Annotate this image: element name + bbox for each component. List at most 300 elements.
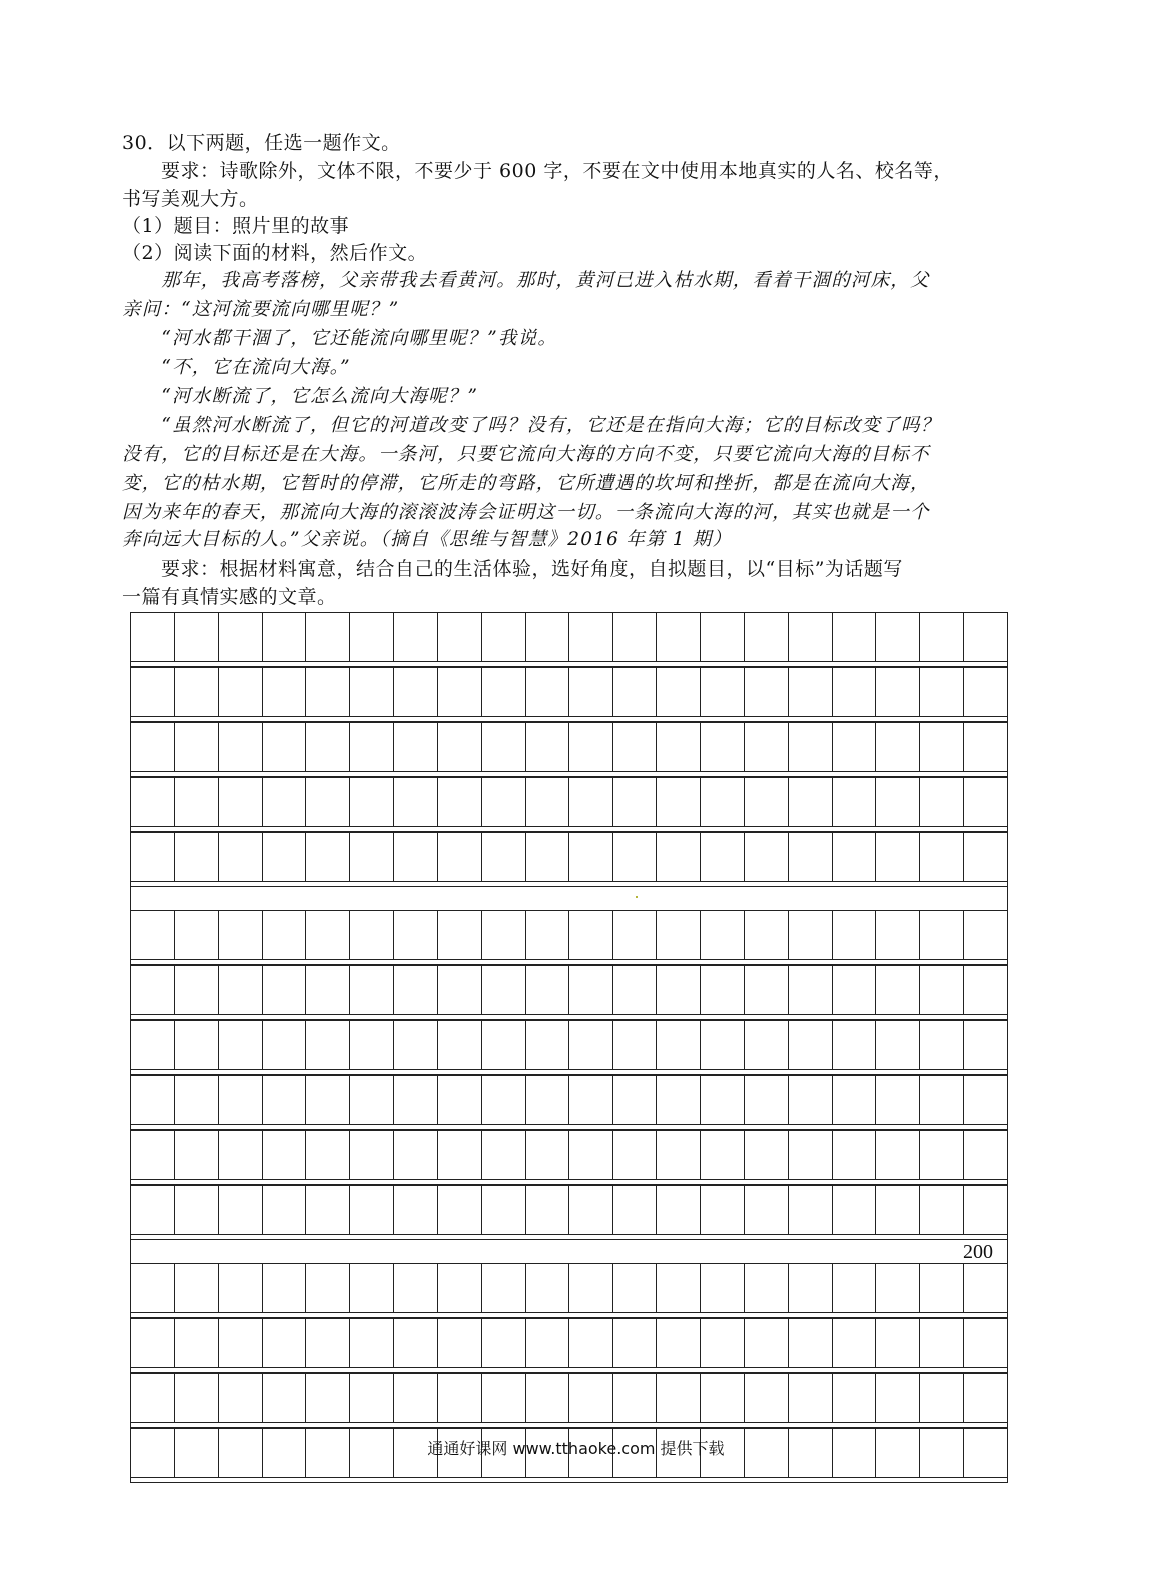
grid-cell[interactable] bbox=[701, 1020, 745, 1070]
grid-cell[interactable] bbox=[701, 1185, 745, 1235]
grid-cell[interactable] bbox=[263, 667, 307, 717]
grid-cell[interactable] bbox=[833, 1318, 877, 1368]
grid-cell[interactable] bbox=[394, 832, 438, 882]
grid-cell[interactable] bbox=[219, 1075, 263, 1125]
grid-cell[interactable] bbox=[920, 910, 964, 960]
grid-cell[interactable] bbox=[964, 667, 1007, 717]
grid-cell[interactable] bbox=[920, 612, 964, 662]
grid-cell[interactable] bbox=[613, 965, 657, 1015]
grid-cell[interactable] bbox=[833, 1020, 877, 1070]
grid-cell[interactable] bbox=[306, 612, 350, 662]
grid-cell[interactable] bbox=[876, 1185, 920, 1235]
grid-cell[interactable] bbox=[482, 1075, 526, 1125]
grid-cell[interactable] bbox=[175, 965, 219, 1015]
grid-cell[interactable] bbox=[219, 910, 263, 960]
grid-cell[interactable] bbox=[131, 1263, 175, 1313]
grid-cell[interactable] bbox=[701, 1263, 745, 1313]
grid-cell[interactable] bbox=[394, 667, 438, 717]
grid-cell[interactable] bbox=[745, 1075, 789, 1125]
grid-cell[interactable] bbox=[876, 722, 920, 772]
grid-cell[interactable] bbox=[131, 777, 175, 827]
grid-cell[interactable] bbox=[219, 612, 263, 662]
grid-cell[interactable] bbox=[175, 832, 219, 882]
grid-cell[interactable] bbox=[920, 965, 964, 1015]
grid-cell[interactable] bbox=[482, 1318, 526, 1368]
grid-cell[interactable] bbox=[833, 965, 877, 1015]
grid-row bbox=[130, 1373, 1008, 1423]
grid-row bbox=[130, 965, 1008, 1015]
grid-cell[interactable] bbox=[438, 1318, 482, 1368]
grid-cell[interactable] bbox=[920, 777, 964, 827]
grid-cell[interactable] bbox=[657, 1263, 701, 1313]
grid-cell[interactable] bbox=[613, 667, 657, 717]
grid-cell[interactable] bbox=[350, 965, 394, 1015]
grid-cell[interactable] bbox=[789, 1263, 833, 1313]
grid-cell[interactable] bbox=[438, 1130, 482, 1180]
grid-cell[interactable] bbox=[438, 777, 482, 827]
grid-cell[interactable] bbox=[657, 1020, 701, 1070]
grid-cell[interactable] bbox=[219, 1020, 263, 1070]
grid-cell[interactable] bbox=[876, 965, 920, 1015]
option-1: （1）题目：照片里的故事 bbox=[122, 215, 350, 237]
grid-cell[interactable] bbox=[219, 1185, 263, 1235]
grid-cell[interactable] bbox=[263, 1075, 307, 1125]
task-line-1: 要求：根据材料寓意，结合自己的生活体验，选好角度，自拟题目，以“目标”为话题写 bbox=[122, 558, 903, 580]
grid-cell[interactable] bbox=[745, 1318, 789, 1368]
grid-cell[interactable] bbox=[657, 1373, 701, 1423]
grid-cell[interactable] bbox=[745, 722, 789, 772]
grid-cell[interactable] bbox=[482, 667, 526, 717]
grid-cell[interactable] bbox=[219, 777, 263, 827]
grid-cell[interactable] bbox=[789, 612, 833, 662]
material-line: 亲问：“这河流要流向哪里呢？” bbox=[122, 299, 400, 320]
grid-row bbox=[130, 1263, 1008, 1313]
grid-cell[interactable] bbox=[876, 1130, 920, 1180]
grid-cell[interactable] bbox=[350, 910, 394, 960]
grid-cell[interactable] bbox=[920, 1185, 964, 1235]
grid-cell[interactable] bbox=[482, 1130, 526, 1180]
grid-cell[interactable] bbox=[569, 1185, 613, 1235]
grid-cell[interactable] bbox=[657, 1185, 701, 1235]
grid-cell[interactable] bbox=[526, 777, 570, 827]
grid-cell[interactable] bbox=[263, 777, 307, 827]
grid-cell[interactable] bbox=[657, 1130, 701, 1180]
grid-row bbox=[130, 1075, 1008, 1125]
grid-cell[interactable] bbox=[833, 722, 877, 772]
grid-cell[interactable] bbox=[876, 612, 920, 662]
grid-cell[interactable] bbox=[131, 667, 175, 717]
grid-cell[interactable] bbox=[438, 910, 482, 960]
grid-cell[interactable] bbox=[175, 612, 219, 662]
grid-cell[interactable] bbox=[569, 910, 613, 960]
grid-cell[interactable] bbox=[482, 965, 526, 1015]
grid-cell[interactable] bbox=[438, 1020, 482, 1070]
grid-cell[interactable] bbox=[833, 1263, 877, 1313]
grid-cell[interactable] bbox=[526, 1130, 570, 1180]
grid-cell[interactable] bbox=[789, 1373, 833, 1423]
grid-cell[interactable] bbox=[438, 965, 482, 1015]
grid-cell[interactable] bbox=[350, 1373, 394, 1423]
grid-cell[interactable] bbox=[876, 1263, 920, 1313]
grid-cell[interactable] bbox=[964, 612, 1007, 662]
grid-cell[interactable] bbox=[701, 777, 745, 827]
grid-cell[interactable] bbox=[131, 1185, 175, 1235]
grid-cell[interactable] bbox=[920, 1373, 964, 1423]
grid-cell[interactable] bbox=[526, 1263, 570, 1313]
grid-cell[interactable] bbox=[833, 777, 877, 827]
grid-cell[interactable] bbox=[131, 910, 175, 960]
grid-cell[interactable] bbox=[350, 612, 394, 662]
grid-cell[interactable] bbox=[263, 965, 307, 1015]
grid-cell[interactable] bbox=[350, 832, 394, 882]
grid-cell[interactable] bbox=[789, 1318, 833, 1368]
grid-cell[interactable] bbox=[613, 1075, 657, 1125]
grid-cell[interactable] bbox=[350, 1075, 394, 1125]
grid-cell[interactable] bbox=[131, 1373, 175, 1423]
grid-cell[interactable] bbox=[833, 1185, 877, 1235]
grid-cell[interactable] bbox=[701, 965, 745, 1015]
grid-cell[interactable] bbox=[964, 1318, 1007, 1368]
grid-cell[interactable] bbox=[175, 667, 219, 717]
grid-cell[interactable] bbox=[920, 832, 964, 882]
grid-cell[interactable] bbox=[482, 1020, 526, 1070]
grid-cell[interactable] bbox=[306, 667, 350, 717]
grid-cell[interactable] bbox=[131, 1318, 175, 1368]
grid-cell[interactable] bbox=[526, 910, 570, 960]
grid-cell[interactable] bbox=[263, 1263, 307, 1313]
grid-cell[interactable] bbox=[657, 910, 701, 960]
grid-cell[interactable] bbox=[175, 1185, 219, 1235]
grid-cell[interactable] bbox=[482, 777, 526, 827]
grid-cell[interactable] bbox=[920, 667, 964, 717]
grid-cell[interactable] bbox=[394, 1318, 438, 1368]
grid-cell[interactable] bbox=[789, 1130, 833, 1180]
grid-cell[interactable] bbox=[350, 1263, 394, 1313]
grid-cell[interactable] bbox=[306, 722, 350, 772]
grid-cell[interactable] bbox=[482, 722, 526, 772]
grid-cell[interactable] bbox=[482, 1373, 526, 1423]
grid-cell[interactable] bbox=[569, 1373, 613, 1423]
grid-cell[interactable] bbox=[306, 1020, 350, 1070]
grid-cell[interactable] bbox=[701, 612, 745, 662]
grid-cell[interactable] bbox=[569, 667, 613, 717]
grid-cell[interactable] bbox=[526, 612, 570, 662]
grid-cell[interactable] bbox=[482, 1185, 526, 1235]
grid-cell[interactable] bbox=[438, 1263, 482, 1313]
grid-cell[interactable] bbox=[482, 1263, 526, 1313]
grid-cell[interactable] bbox=[876, 910, 920, 960]
grid-cell[interactable] bbox=[263, 722, 307, 772]
grid-cell[interactable] bbox=[833, 1130, 877, 1180]
grid-cell[interactable] bbox=[394, 722, 438, 772]
grid-cell[interactable] bbox=[876, 1075, 920, 1125]
grid-cell[interactable] bbox=[569, 1130, 613, 1180]
grid-cell[interactable] bbox=[657, 722, 701, 772]
grid-cell[interactable] bbox=[613, 1373, 657, 1423]
grid-cell[interactable] bbox=[789, 1020, 833, 1070]
grid-cell[interactable] bbox=[175, 777, 219, 827]
grid-cell[interactable] bbox=[613, 832, 657, 882]
grid-cell[interactable] bbox=[482, 910, 526, 960]
grid-cell[interactable] bbox=[263, 1373, 307, 1423]
grid-cell[interactable] bbox=[394, 1263, 438, 1313]
grid-cell[interactable] bbox=[569, 1020, 613, 1070]
grid-cell[interactable] bbox=[657, 612, 701, 662]
grid-cell[interactable] bbox=[219, 1263, 263, 1313]
grid-cell[interactable] bbox=[701, 1130, 745, 1180]
grid-cell[interactable] bbox=[263, 612, 307, 662]
grid-cell[interactable] bbox=[789, 667, 833, 717]
grid-cell[interactable] bbox=[745, 667, 789, 717]
grid-cell[interactable] bbox=[745, 1020, 789, 1070]
grid-cell[interactable] bbox=[701, 910, 745, 960]
material-line: “虽然河水断流了，但它的河道改变了吗？没有，它还是在指向大海；它的目标改变了吗？ bbox=[122, 415, 941, 436]
grid-cell[interactable] bbox=[745, 1263, 789, 1313]
grid-cell[interactable] bbox=[438, 1185, 482, 1235]
grid-cell[interactable] bbox=[876, 777, 920, 827]
grid-cell[interactable] bbox=[964, 910, 1007, 960]
grid-cell[interactable] bbox=[964, 1130, 1007, 1180]
grid-cell[interactable] bbox=[526, 722, 570, 772]
grid-cell[interactable] bbox=[745, 832, 789, 882]
grid-cell[interactable] bbox=[876, 1020, 920, 1070]
grid-cell[interactable] bbox=[394, 1373, 438, 1423]
grid-cell[interactable] bbox=[920, 1263, 964, 1313]
grid-cell[interactable] bbox=[350, 777, 394, 827]
grid-cell[interactable] bbox=[876, 832, 920, 882]
material-line: “不，它在流向大海。” bbox=[122, 357, 351, 378]
grid-cell[interactable] bbox=[876, 667, 920, 717]
grid-cell[interactable] bbox=[263, 910, 307, 960]
grid-cell[interactable] bbox=[613, 1130, 657, 1180]
grid-cell[interactable] bbox=[394, 1075, 438, 1125]
grid-cell[interactable] bbox=[569, 722, 613, 772]
grid-cell[interactable] bbox=[789, 777, 833, 827]
grid-cell[interactable] bbox=[701, 832, 745, 882]
grid-cell[interactable] bbox=[131, 612, 175, 662]
grid-cell[interactable] bbox=[613, 612, 657, 662]
grid-cell[interactable] bbox=[569, 1318, 613, 1368]
grid-cell[interactable] bbox=[131, 722, 175, 772]
grid-cell[interactable] bbox=[306, 1318, 350, 1368]
grid-cell[interactable] bbox=[833, 612, 877, 662]
grid-cell[interactable] bbox=[526, 1075, 570, 1125]
requirement-line-2: 书写美观大方。 bbox=[122, 188, 259, 210]
grid-cell[interactable] bbox=[263, 1020, 307, 1070]
grid-break-row bbox=[130, 1240, 1008, 1263]
grid-cell[interactable] bbox=[613, 1318, 657, 1368]
grid-cell[interactable] bbox=[394, 910, 438, 960]
grid-cell[interactable] bbox=[833, 1373, 877, 1423]
grid-cell[interactable] bbox=[350, 1130, 394, 1180]
grid-cell[interactable] bbox=[920, 722, 964, 772]
grid-cell[interactable] bbox=[482, 612, 526, 662]
grid-cell[interactable] bbox=[657, 832, 701, 882]
grid-cell[interactable] bbox=[350, 667, 394, 717]
grid-cell[interactable] bbox=[701, 1075, 745, 1125]
grid-cell[interactable] bbox=[306, 1263, 350, 1313]
grid-cell[interactable] bbox=[833, 910, 877, 960]
grid-cell[interactable] bbox=[745, 612, 789, 662]
grid-cell[interactable] bbox=[175, 1075, 219, 1125]
grid-cell[interactable] bbox=[482, 832, 526, 882]
grid-cell[interactable] bbox=[701, 667, 745, 717]
grid-cell[interactable] bbox=[263, 1130, 307, 1180]
grid-cell[interactable] bbox=[701, 1318, 745, 1368]
grid-cell[interactable] bbox=[789, 832, 833, 882]
grid-cell[interactable] bbox=[569, 1075, 613, 1125]
grid-row bbox=[130, 667, 1008, 717]
grid-cell[interactable] bbox=[964, 965, 1007, 1015]
footer-text: 通通好课网 www.tthaoke.com 提供下载 bbox=[427, 1439, 725, 1458]
grid-cell[interactable] bbox=[569, 965, 613, 1015]
grid-cell[interactable] bbox=[920, 1020, 964, 1070]
grid-cell[interactable] bbox=[920, 1075, 964, 1125]
grid-cell[interactable] bbox=[964, 1185, 1007, 1235]
grid-break-row bbox=[130, 887, 1008, 910]
grid-cell[interactable] bbox=[964, 1263, 1007, 1313]
grid-cell[interactable] bbox=[964, 722, 1007, 772]
grid-cell[interactable] bbox=[394, 965, 438, 1015]
grid-cell[interactable] bbox=[438, 1075, 482, 1125]
grid-cell[interactable] bbox=[394, 777, 438, 827]
grid-cell[interactable] bbox=[219, 965, 263, 1015]
grid-cell[interactable] bbox=[394, 1130, 438, 1180]
grid-cell[interactable] bbox=[219, 1318, 263, 1368]
grid-cell[interactable] bbox=[306, 910, 350, 960]
grid-cell[interactable] bbox=[657, 777, 701, 827]
grid-cell[interactable] bbox=[613, 722, 657, 772]
grid-cell[interactable] bbox=[569, 612, 613, 662]
row-gap bbox=[130, 1478, 1008, 1483]
grid-cell[interactable] bbox=[131, 1075, 175, 1125]
grid-cell[interactable] bbox=[219, 667, 263, 717]
grid-row bbox=[130, 722, 1008, 772]
grid-cell[interactable] bbox=[745, 910, 789, 960]
grid-cell[interactable] bbox=[219, 1130, 263, 1180]
grid-cell[interactable] bbox=[438, 612, 482, 662]
grid-cell[interactable] bbox=[526, 832, 570, 882]
grid-cell[interactable] bbox=[569, 832, 613, 882]
grid-cell[interactable] bbox=[964, 1373, 1007, 1423]
grid-cell[interactable] bbox=[131, 1130, 175, 1180]
grid-cell[interactable] bbox=[833, 667, 877, 717]
grid-cell[interactable] bbox=[306, 965, 350, 1015]
grid-cell[interactable] bbox=[657, 667, 701, 717]
grid-cell[interactable] bbox=[789, 1075, 833, 1125]
grid-cell[interactable] bbox=[131, 965, 175, 1015]
grid-cell[interactable] bbox=[306, 1373, 350, 1423]
grid-cell[interactable] bbox=[745, 1373, 789, 1423]
grid-cell[interactable] bbox=[131, 832, 175, 882]
grid-cell[interactable] bbox=[657, 965, 701, 1015]
grid-cell[interactable] bbox=[438, 667, 482, 717]
grid-row bbox=[130, 612, 1008, 662]
grid-cell[interactable] bbox=[613, 777, 657, 827]
grid-cell[interactable] bbox=[306, 1185, 350, 1235]
grid-cell[interactable] bbox=[657, 1318, 701, 1368]
grid-cell[interactable] bbox=[613, 1263, 657, 1313]
grid-cell[interactable] bbox=[789, 1185, 833, 1235]
grid-cell[interactable] bbox=[569, 1263, 613, 1313]
grid-cell[interactable] bbox=[789, 965, 833, 1015]
grid-cell[interactable] bbox=[306, 832, 350, 882]
grid-cell[interactable] bbox=[526, 1020, 570, 1070]
grid-cell[interactable] bbox=[569, 777, 613, 827]
grid-cell[interactable] bbox=[394, 1020, 438, 1070]
grid-cell[interactable] bbox=[526, 1373, 570, 1423]
grid-cell[interactable] bbox=[876, 1373, 920, 1423]
grid-cell[interactable] bbox=[526, 1318, 570, 1368]
grid-cell[interactable] bbox=[175, 1373, 219, 1423]
grid-cell[interactable] bbox=[745, 965, 789, 1015]
grid-cell[interactable] bbox=[306, 1075, 350, 1125]
grid-cell[interactable] bbox=[920, 1318, 964, 1368]
grid-cell[interactable] bbox=[394, 612, 438, 662]
grid-cell[interactable] bbox=[175, 1130, 219, 1180]
grid-cell[interactable] bbox=[526, 1185, 570, 1235]
grid-cell[interactable] bbox=[219, 1373, 263, 1423]
grid-cell[interactable] bbox=[701, 1373, 745, 1423]
grid-cell[interactable] bbox=[306, 777, 350, 827]
grid-cell[interactable] bbox=[526, 667, 570, 717]
grid-cell[interactable] bbox=[613, 1020, 657, 1070]
grid-cell[interactable] bbox=[263, 1318, 307, 1368]
grid-cell[interactable] bbox=[964, 777, 1007, 827]
option-2: （2）阅读下面的材料，然后作文。 bbox=[122, 242, 428, 264]
grid-cell[interactable] bbox=[701, 722, 745, 772]
grid-cell[interactable] bbox=[175, 722, 219, 772]
writing-grid[interactable] bbox=[130, 612, 1008, 1483]
grid-cell[interactable] bbox=[920, 1130, 964, 1180]
grid-cell[interactable] bbox=[789, 722, 833, 772]
grid-cell[interactable] bbox=[350, 722, 394, 772]
material-line: “河水都干涸了，它还能流向哪里呢？”我说。 bbox=[122, 328, 558, 349]
grid-cell[interactable] bbox=[745, 1130, 789, 1180]
grid-cell[interactable] bbox=[438, 1373, 482, 1423]
grid-cell[interactable] bbox=[745, 1185, 789, 1235]
grid-cell[interactable] bbox=[833, 1075, 877, 1125]
grid-cell[interactable] bbox=[964, 1075, 1007, 1125]
grid-cell[interactable] bbox=[394, 1185, 438, 1235]
grid-cell[interactable] bbox=[964, 1020, 1007, 1070]
grid-cell[interactable] bbox=[306, 1130, 350, 1180]
grid-cell[interactable] bbox=[613, 910, 657, 960]
grid-cell[interactable] bbox=[263, 1185, 307, 1235]
grid-cell[interactable] bbox=[876, 1318, 920, 1368]
grid-cell[interactable] bbox=[745, 777, 789, 827]
grid-cell[interactable] bbox=[964, 832, 1007, 882]
grid-cell[interactable] bbox=[350, 1185, 394, 1235]
grid-cell[interactable] bbox=[263, 832, 307, 882]
grid-cell[interactable] bbox=[131, 1020, 175, 1070]
grid-cell[interactable] bbox=[438, 722, 482, 772]
grid-cell[interactable] bbox=[175, 1020, 219, 1070]
grid-cell[interactable] bbox=[175, 910, 219, 960]
grid-cell[interactable] bbox=[657, 1075, 701, 1125]
grid-cell[interactable] bbox=[219, 832, 263, 882]
grid-cell[interactable] bbox=[175, 1318, 219, 1368]
grid-cell[interactable] bbox=[789, 910, 833, 960]
grid-cell[interactable] bbox=[613, 1185, 657, 1235]
grid-cell[interactable] bbox=[350, 1318, 394, 1368]
grid-cell[interactable] bbox=[350, 1020, 394, 1070]
grid-cell[interactable] bbox=[219, 722, 263, 772]
grid-cell[interactable] bbox=[175, 1263, 219, 1313]
grid-cell[interactable] bbox=[833, 832, 877, 882]
grid-cell[interactable] bbox=[526, 965, 570, 1015]
grid-cell[interactable] bbox=[438, 832, 482, 882]
